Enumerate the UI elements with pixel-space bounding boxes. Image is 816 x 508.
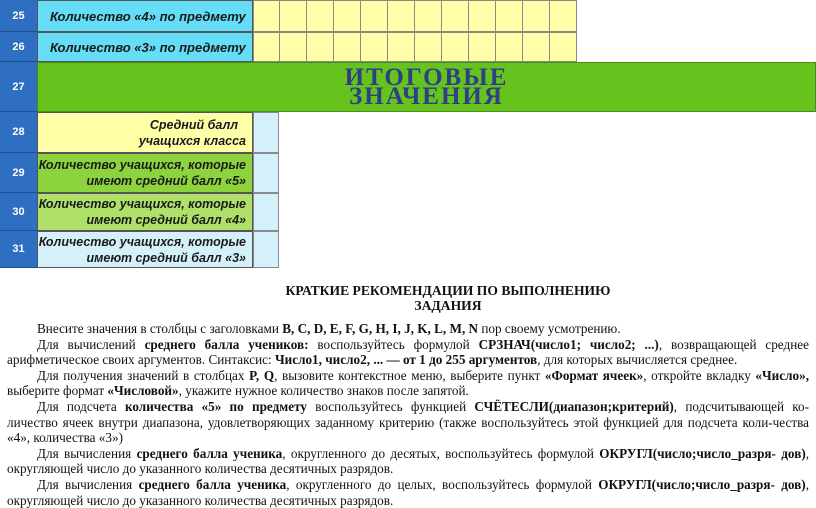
grid-cell[interactable] (334, 0, 361, 32)
bold-text: СЧЁТЕСЛИ(диапазон;критерий) (474, 398, 674, 414)
text: , укажите нужное количество знаков после запятой. (178, 383, 469, 399)
grid-cell[interactable] (442, 32, 469, 62)
grid-cell[interactable] (307, 0, 334, 32)
row-number[interactable]: 29 (0, 153, 37, 193)
grid-cells (253, 32, 577, 62)
grid-cell[interactable] (469, 32, 496, 62)
recommendations-text (7, 283, 809, 508)
row-label[interactable]: Количество «4» по предмету (37, 0, 253, 32)
row-label-line: имеют средний балл «5» (86, 174, 246, 188)
grid-cell[interactable] (253, 153, 279, 193)
text: , откройте вкладку (643, 367, 756, 383)
bold-text: «Числовой» (107, 383, 179, 399)
grid-cell[interactable] (550, 32, 577, 62)
table-row (0, 0, 816, 32)
grid-cell[interactable] (388, 32, 415, 62)
grid-cell[interactable] (253, 193, 279, 231)
row-label-line: имеют средний балл «3» (86, 250, 246, 265)
text: Для вычислений (37, 336, 145, 352)
bold-text: СРЗНАЧ(число1; число2; ...) (478, 336, 659, 352)
totals-section-title (344, 64, 509, 110)
table-row (0, 112, 816, 153)
grid-cell[interactable] (550, 0, 577, 32)
text: , для которых вычисляется среднее. (537, 352, 738, 368)
row-label[interactable] (37, 153, 253, 193)
bold-text: среднего балла ученика (138, 476, 287, 492)
text: воспользуйтесь функцией (307, 398, 475, 414)
grid-cell[interactable] (253, 112, 279, 153)
row-number[interactable]: 27 (0, 62, 37, 112)
row-label-line: Средний балл (149, 117, 238, 132)
row-number[interactable]: 25 (0, 0, 37, 32)
grid-cell[interactable] (307, 32, 334, 62)
row-label-line: имеют средний балл «4» (86, 213, 246, 227)
grid-cells (253, 112, 279, 153)
row-number[interactable]: 28 (0, 112, 37, 153)
grid-cell[interactable] (361, 32, 388, 62)
bold-text: ОКРУГЛ(число;число_разря- дов) (599, 445, 806, 461)
grid-cell[interactable] (253, 231, 279, 268)
grid-cell[interactable] (523, 32, 550, 62)
grid-cell[interactable] (442, 0, 469, 32)
row-label-line: Количество учащихся, которые (38, 234, 246, 249)
grid-cells (253, 153, 279, 193)
row-number[interactable]: 31 (0, 231, 37, 268)
table-row (0, 62, 816, 112)
bold-text: ОКРУГЛ(число;число_разря- дов) (598, 476, 806, 492)
grid-cell[interactable] (415, 0, 442, 32)
bold-text: «Формат ячеек» (544, 367, 644, 383)
grid-cell[interactable] (523, 0, 550, 32)
text: , вызовите контекстное меню, выберите пункт (274, 367, 545, 383)
table-row (0, 231, 816, 268)
paragraph (7, 337, 809, 368)
page-title (87, 283, 809, 313)
text: , округляющей число до указанного количества десятичных разрядов. (7, 445, 810, 477)
grid-cell[interactable] (334, 32, 361, 62)
text: , подсчитывающей ко-личество ячеек внутри диапазона, удовлетворяющих заданному критерию (также воспользуйтесь этой функцией для подсчета коли-чества «4», количества «3») (7, 398, 809, 446)
title-line: ИТОГОВЫЕ (344, 64, 509, 91)
text: Для вычисления (37, 445, 137, 461)
text: , возвращающей среднее арифметическое своих аргументов. Синтаксис: (7, 336, 809, 368)
text: пор своему усмотрению. (478, 321, 621, 336)
row-label[interactable]: Количество «3» по предмету (37, 32, 253, 62)
paragraph (7, 446, 809, 477)
paragraph (7, 321, 809, 337)
totals-section-band[interactable] (37, 62, 816, 112)
paragraph (7, 477, 809, 508)
row-label-line: учащихся класса (138, 133, 246, 148)
bold-text: «Число», (755, 367, 810, 383)
grid-cell[interactable] (415, 32, 442, 62)
grid-cell[interactable] (253, 32, 280, 62)
text: выберите формат (7, 383, 108, 399)
title-line: КРАТКИЕ РЕКОМЕНДАЦИИ ПО ВЫПОЛНЕНИЮ (285, 283, 611, 298)
bold-text: Число1, число2, ... — от 1 до 255 аргументов (274, 352, 538, 368)
text: Для подсчета (37, 398, 125, 414)
row-number[interactable]: 30 (0, 193, 37, 231)
text: , округленного до целых, воспользуйтесь формулой (286, 476, 599, 492)
text: Для вычисления (37, 476, 139, 492)
bold-text: среднего балла учеников: (144, 336, 309, 352)
row-label[interactable] (37, 193, 253, 231)
text: , округленного до десятых, воспользуйтесь формулой (282, 445, 600, 461)
grid-cell[interactable] (496, 0, 523, 32)
title-line: ЗАДАНИЯ (414, 298, 482, 313)
table-row (0, 153, 816, 193)
row-label[interactable] (37, 231, 253, 268)
table-row (0, 193, 816, 231)
bold-text: B, C, D, E, F, G, H, I, J, K, L, M, N (282, 321, 479, 336)
row-label[interactable] (37, 112, 253, 153)
grid-cell[interactable] (469, 0, 496, 32)
text: , округляющей число до указанного количества десятичных разрядов. (7, 476, 809, 508)
grid-cell[interactable] (280, 0, 307, 32)
text: Для получения значений в столбцах (37, 367, 250, 383)
text: Внесите значения в столбцы с заголовками (37, 321, 283, 336)
row-label-line: Количество учащихся, которые (38, 197, 246, 211)
paragraph (7, 368, 809, 399)
bold-text: P, Q (249, 367, 275, 383)
grid-cell[interactable] (361, 0, 388, 32)
grid-cells (253, 0, 577, 32)
grid-cell[interactable] (280, 32, 307, 62)
table-row (0, 32, 816, 62)
title-line: ЗНАЧЕНИЯ (349, 83, 504, 110)
grid-cell[interactable] (496, 32, 523, 62)
text: воспользуйтесь формулой (308, 336, 479, 352)
bold-text: количества «5» по предмету (124, 398, 307, 414)
paragraph (7, 399, 809, 446)
grid-cells (253, 193, 279, 231)
row-label-line: Количество учащихся, которые (38, 158, 246, 172)
row-number[interactable]: 26 (0, 32, 37, 62)
grid-cell[interactable] (253, 0, 280, 32)
grid-cells (253, 231, 279, 268)
grid-cell[interactable] (388, 0, 415, 32)
bold-text: среднего балла ученика (136, 445, 283, 461)
